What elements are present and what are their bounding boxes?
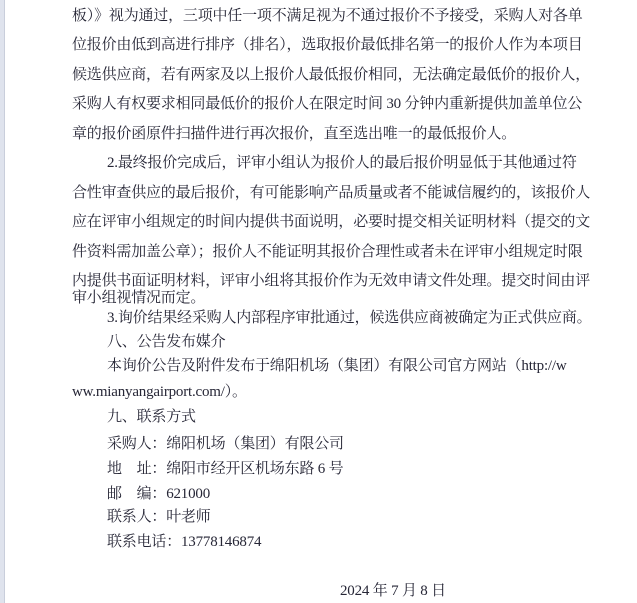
para1-line-3: 候选供应商，若有两家及以上报价人最低报价相同，无法确定最低价的报价人， <box>72 67 591 83</box>
para1-line-5: 章的报价函原件扫描件进行再次报价，直至选出唯一的最低报价人。 <box>72 126 517 142</box>
announcement-media-line-2: ww.mianyangairport.com/）。 <box>72 384 247 400</box>
contact-postcode-line: 邮 编：621000 <box>107 486 211 502</box>
page-edge-strip <box>0 0 5 603</box>
para2-line-2: 合性审查供应的最后报价，有可能影响产品质量或者不能诚信履约的，该报价人 <box>72 185 591 201</box>
announcement-media-line-1: 本询价公告及附件发布于绵阳机场（集团）有限公司官方网站（http://w <box>107 358 567 374</box>
contact-phone-line: 联系电话：13778146874 <box>107 534 262 550</box>
contact-address-line: 地 址：绵阳市经开区机场东路 6 号 <box>107 461 344 477</box>
contact-purchaser-line: 采购人：绵阳机场（集团）有限公司 <box>107 436 344 452</box>
para2-line-5: 内提供书面证明材料，评审小组将其报价作为无效申请文件处理。提交时间由评 <box>72 273 591 289</box>
para1-line-4: 采购人有权要求相同最低价的报价人在限定时间 30 分钟内重新提供加盖单位公 <box>72 96 583 112</box>
para1-line-2: 位报价由低到高进行排序（排名），选取报价最低排名第一的报价人作为本项目 <box>72 37 583 53</box>
para1-line-1: 板）》视为通过，三项中任一项不满足视为不通过报价不予接受，采购人对各单 <box>72 8 583 24</box>
para3-line: 3.询价结果经采购人内部程序审批通过，候选供应商被确定为正式供应商。 <box>107 310 592 326</box>
section-9-heading: 九、联系方式 <box>107 409 196 425</box>
para2-line-6: 审小组视情况而定。 <box>72 290 206 306</box>
para2-line-3: 应在评审小组规定的时间内提供书面说明，必要时提交相关证明材料（提交的文 <box>72 214 591 230</box>
para2-line-4: 件资料需加盖公章）；报价人不能证明其报价合理性或者未在评审小组规定时限 <box>72 244 583 260</box>
date-line: 2024 年 7 月 8 日 <box>340 583 446 599</box>
section-8-heading: 八、公告发布媒介 <box>107 334 226 350</box>
para2-line-1: 2.最终报价完成后，评审小组认为报价人的最后报价明显低于其他通过符 <box>107 155 577 171</box>
contact-person-line: 联系人：叶老师 <box>107 509 211 525</box>
